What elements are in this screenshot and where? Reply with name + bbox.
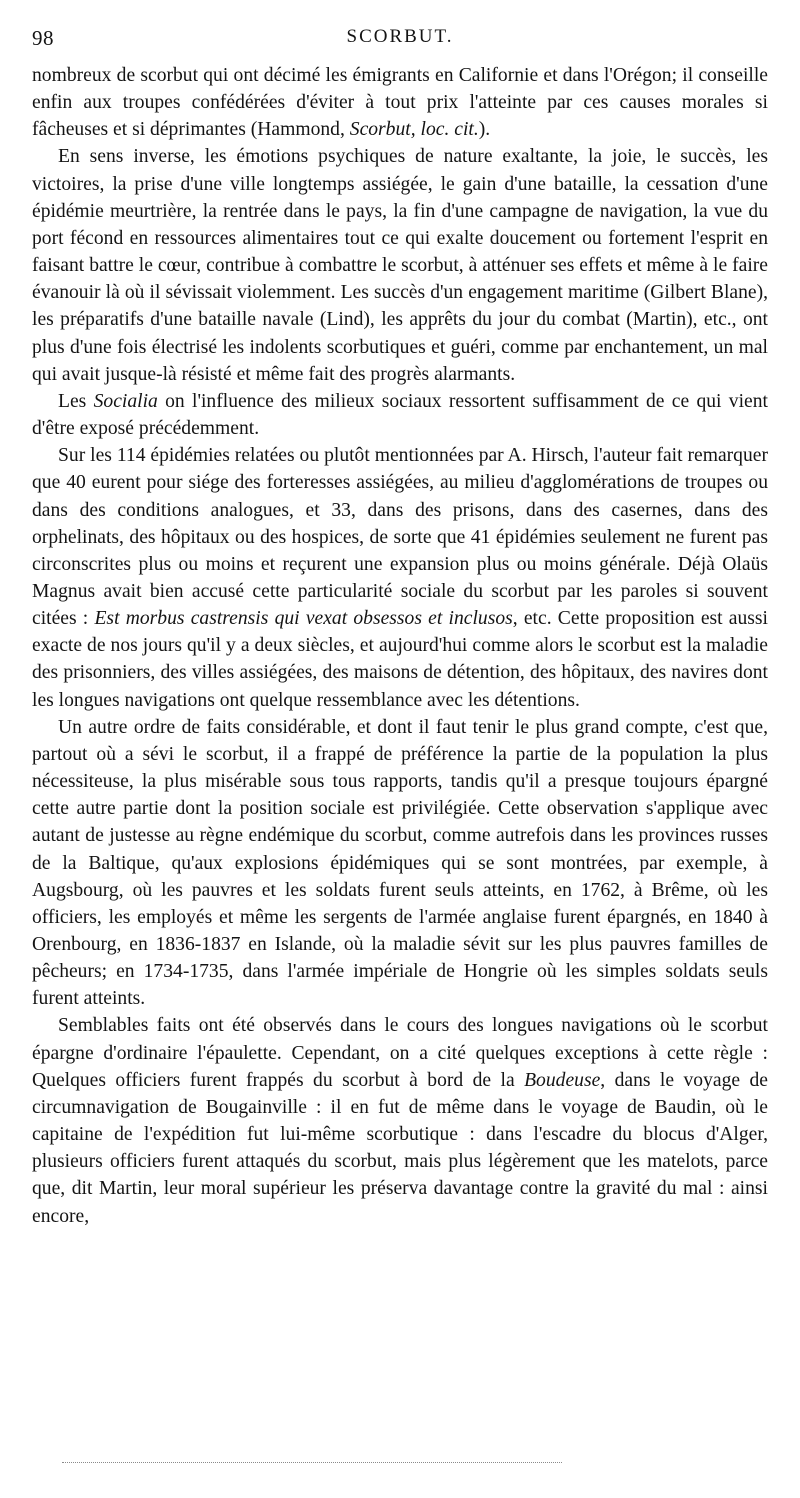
text-run: En sens inverse, les émotions psychiques de nature exaltante, la joie, le succès, les victoires, la prise d'une ville longtemps assiégée, le gain d'une bataille, la cessation d'une épidémie meurtrière, la rentrée dans le pays, la fin d'une campagne de navigation, la vue du port fécond en ressources alimentaires tout ce qui exalte doucement ou fortement l'esprit en faisant battre le cœur, contribue à combattre le scorbut, à atténuer ses effets et même à le faire évanouir là où il sévissait violemment. Les succès d'un engagement maritime (Gilbert Blane), les préparatifs d'une bataille navale (Lind), les apprêts du jour du combat (Martin), etc., ont plus d'une fois électrisé les indolents scorbutiques et guéri, comme par enchantement, un mal qui avait jusque-là résisté et même fait des progrès alarmants. bbox=[32, 146, 768, 385]
document-page bbox=[32, 26, 768, 1230]
text-run: , dans le voyage de circumnavigation de Bougainville : il en fut de même dans le voyage de Baudin, où le capitaine de l'expédition fut lui-même scorbutique : dans l'escadre du blocus d'Alger, plusieurs officiers furent attaqués du scorbut, mais plus légèrement que les matelots, parce que, dit Martin, leur moral supérieur les préserva davantage contre la gravité du mal : ainsi encore, bbox=[32, 1069, 768, 1227]
text-run: nombreux de scorbut qui ont décimé les émigrants en Californie et dans l'Orégon; il conseille enfin aux troupes confédérées d'éviter à tout prix l'atteinte par ces causes morales si fâcheuses et si déprimantes (Hammond, bbox=[32, 65, 768, 141]
text-run: , etc. Cette proposition est aussi exacte de nos jours qu'il y a deux siècles, et aujourd'hui comme alors le scorbut est la maladie des prisonniers, des villes assiégées, des maisons de détention, des hôpitaux, des navires dont les longues navigations ont quelque ressemblance avec les détentions. bbox=[32, 608, 768, 711]
page-header bbox=[32, 26, 768, 56]
body-text bbox=[32, 62, 768, 1230]
paragraph bbox=[32, 143, 768, 387]
paragraph bbox=[32, 714, 768, 1013]
text-run: Les bbox=[58, 390, 94, 412]
italic-text: Socialia bbox=[93, 390, 158, 412]
paragraph bbox=[32, 1012, 768, 1229]
text-run: ). bbox=[478, 119, 491, 141]
text-run: Semblables faits ont été observés dans le cours des longues navigations où le scorbut épargne d'ordinaire l'épaulette. Cependant, on a cité quelques exceptions à cette règle : Quelques officiers furent frappés du scorbut à bord de la bbox=[32, 1015, 768, 1091]
running-head: SCORBUT. bbox=[346, 26, 454, 47]
text-run: Un autre ordre de faits considérable, et dont il faut tenir le plus grand compte, c'est que, partout où a sévi le scorbut, il a frappé de préférence la partie de la population la plus nécessiteuse, la plus misérable sous tous rapports, tandis qu'il a presque toujours épargné cette autre partie dont la position sociale est privilégiée. Cette observation s'applique avec autant de justesse au règne endémique du scorbut, comme autrefois dans les provinces russes de la Baltique, qu'aux explosions épidémiques qui se sont montrées, par exemple, à Augsbourg, où les pauvres et les soldats furent seuls atteints, en 1762, à Brême, où les officiers, les employés et même les sergents de l'armée anglaise furent épargnés, en 1840 à Orenbourg, en 1836-1837 en Islande, où la maladie sévit sur les plus pauvres familles de pêcheurs; en 1734-1735, dans l'armée impériale de Hongrie où les simples soldats seuls furent atteints. bbox=[32, 716, 768, 1010]
paragraph bbox=[32, 388, 768, 442]
footer-rule bbox=[62, 1462, 562, 1463]
italic-text: Boudeuse bbox=[524, 1069, 601, 1091]
text-run: on l'influence des milieux sociaux ressortent suffisamment de ce qui vient d'être exposé précédemment. bbox=[32, 390, 768, 440]
paragraph bbox=[32, 442, 768, 714]
italic-text: Scorbut, loc. cit. bbox=[349, 119, 479, 141]
page-number: 98 bbox=[32, 26, 54, 50]
text-run: Sur les 114 épidémies relatées ou plutôt mentionnées par A. Hirsch, l'auteur fait remarquer que 40 eurent pour siége des forteresses assiégées, au milieu d'agglomérations de troupes ou dans des conditions analogues, et 33, dans des prisons, dans des casernes, dans des orphelinats, des hôpitaux ou des hospices, de sorte que 41 épidémies seulement ne furent pas circonscrites plus ou moins et reçurent une expansion plus ou moins générale. Déjà Olaüs Magnus avait bien accusé cette particularité sociale du scorbut par les paroles si souvent citées : bbox=[32, 445, 768, 630]
italic-text: Est morbus castrensis qui vexat obsessos et inclusos bbox=[94, 608, 513, 630]
paragraph bbox=[32, 62, 768, 143]
